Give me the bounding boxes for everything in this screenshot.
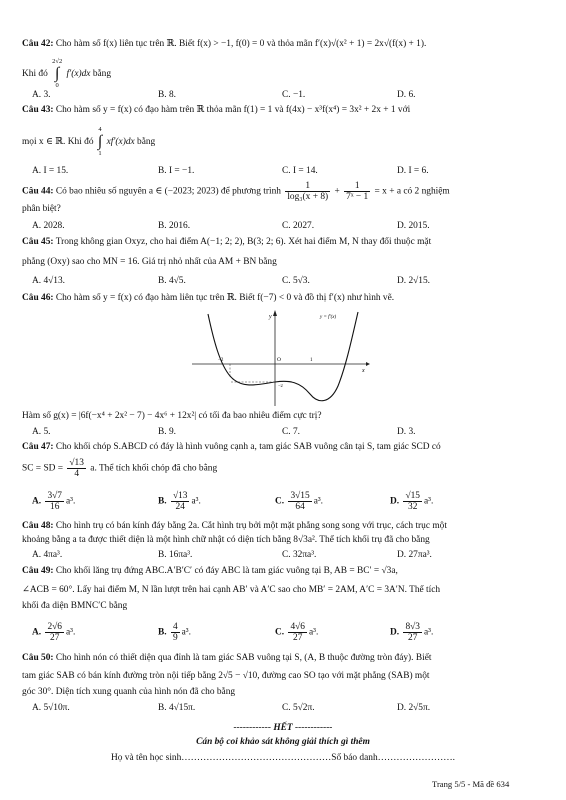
q45-label: Câu 45:: [22, 237, 54, 247]
q47-label: Câu 47:: [22, 442, 54, 452]
proctor-note: Cán bộ coi khảo sát không giải thích gì thêm: [196, 737, 370, 747]
q49-a-num: 2√6: [47, 622, 62, 632]
q49-c-tail: a³.: [309, 627, 319, 638]
q47-b-den: 24: [175, 502, 185, 512]
q50-line3: góc 30°. Diện tích xung quanh của hình nón đã cho bằng: [22, 687, 236, 697]
q47-line2-den: 4: [74, 469, 80, 479]
q44-option-c: C. 2027.: [282, 221, 315, 231]
q47-line2-post: a. Thể tích khối chóp đã cho bằng: [90, 463, 218, 474]
q47-c-tail: a³.: [313, 496, 324, 507]
q50-option-d: D. 2√5π.: [397, 703, 431, 713]
derivative-graph: [190, 308, 370, 408]
q49-label: Câu 49:: [22, 566, 54, 576]
q50-line2: tam giác SAB có bán kính đường tròn nội tiếp bằng 2√5 − √10, đường cao SO tạo với mặt phẳng (SAB) một: [22, 671, 430, 681]
q47-text1: Cho khối chóp S.ABCD có đáy là hình vuông cạnh a, tam giác SAB vuông cân tại S, tam giác SCD có: [55, 442, 441, 452]
q47-a-letter: A.: [32, 496, 42, 507]
q47-c-den: 64: [295, 502, 305, 512]
q49-option-a: [32, 622, 75, 643]
q44-line2: phân biệt?: [22, 204, 61, 214]
q47-line1: [22, 441, 441, 453]
q47-line2-pre: SC = SD =: [22, 463, 64, 474]
q46-line2: Hàm số g(x) = |6f(−x⁴ + 2x² − 7) − 4x⁶ + 12x²| có tối đa bao nhiêu điểm cực trị?: [22, 411, 322, 421]
q49-a-tail: a³.: [66, 627, 76, 638]
q46-option-c: C. 7.: [282, 427, 300, 437]
q47-c-letter: C.: [275, 496, 285, 507]
q47-line2-fraction: [67, 458, 86, 479]
q42-ask-line: [22, 58, 111, 90]
q47-a-den: 16: [50, 502, 60, 512]
q42-ask-expr: f′(x)dx: [66, 69, 91, 80]
q45-option-c: C. 5√3.: [282, 276, 310, 286]
graph-origin-label: O: [277, 357, 281, 363]
graph-left-root-label: −2: [218, 358, 224, 363]
integral-icon: ∫: [97, 133, 103, 150]
q49-option-b: [158, 622, 191, 643]
q43-stem: Cho hàm số y = f(x) có đạo hàm trên ℝ thỏa mãn f(1) = 1 và f(4x) − x³f(x⁴) = 3x² + 2x + 1 với: [55, 105, 411, 115]
q45-option-a: A. 4√13.: [32, 276, 66, 286]
q43-option-c: C. I = 14.: [282, 166, 318, 176]
q42-integral: [52, 58, 62, 90]
q44-frac2-den: 7ˣ − 1: [346, 192, 369, 202]
q49-c-letter: C.: [275, 627, 285, 638]
graph-min-label: −2: [278, 383, 283, 388]
q44-stem-post: = x + a có 2 nghiệm: [374, 186, 450, 197]
q43-stem-line: [22, 104, 410, 116]
q49-a-den: 27: [50, 633, 60, 643]
q43-int-upper: 4: [98, 126, 102, 133]
q49-a-letter: A.: [32, 627, 42, 638]
q45-line2: phẳng (Oxy) sao cho MN = 16. Giá trị nhỏ nhất của AM + BN bằng: [22, 257, 277, 267]
q49-line1: [22, 565, 398, 577]
q46-option-a: A. 5.: [32, 427, 51, 437]
q44-fraction-2: [344, 181, 370, 202]
q45-line1: [22, 236, 431, 248]
q49-c-num: 4√6: [290, 622, 305, 632]
q49-b-den: 9: [172, 633, 178, 643]
q47-c-num: 3√15: [290, 491, 310, 501]
q43-label: Câu 43:: [22, 105, 54, 115]
q45-option-d: D. 2√15.: [397, 276, 431, 286]
q42-stem: Cho hàm số f(x) liên tục trên ℝ. Biết f(x) > −1, f(0) = 0 và thỏa mãn f′(x)√(x² + 1) = 2x√(f(x) + 1).: [55, 39, 427, 49]
q42-int-upper: 2√2: [52, 58, 63, 65]
graph-x-label: x: [362, 368, 365, 374]
q47-d-letter: D.: [390, 496, 400, 507]
q43-ask-line: [22, 126, 155, 158]
candidate-line: Họ và tên học sinh…………………………………………Số báo danh…………………….: [111, 753, 455, 763]
q49-option-c: [275, 622, 318, 643]
q44-option-b: B. 2016.: [158, 221, 191, 231]
q46-option-b: B. 9.: [158, 427, 176, 437]
q44-option-a: A. 2028.: [32, 221, 65, 231]
y-axis-arrow-icon: [273, 310, 277, 316]
q49-d-tail: a³.: [424, 627, 434, 638]
q42-option-c: C. −1.: [282, 90, 306, 100]
q46-line1: [22, 292, 394, 304]
q47-d-num: √15: [405, 491, 420, 501]
q50-label: Câu 50:: [22, 653, 54, 663]
graph-curve: [208, 312, 358, 401]
q50-option-c: C. 5√2π.: [282, 703, 315, 713]
q42-int-lower: 0: [55, 82, 59, 89]
q48-text1: Cho hình trụ có bán kính đáy bằng 2a. Cắt hình trụ bởi một mặt phẳng song song với trục, cách trục một: [55, 521, 447, 531]
q47-b-num: √13: [172, 491, 188, 501]
q49-d-letter: D.: [390, 627, 400, 638]
q49-text1: Cho khối lăng trụ đứng ABC.A′B′C′ có đáy ABC là tam giác vuông tại B, AB = BC′ = √3a,: [55, 566, 398, 576]
q44-frac1-num: 1: [285, 181, 330, 192]
graph-y-label: y: [269, 314, 272, 320]
q45-text1: Trong không gian Oxyz, cho hai điểm A(−1; 2; 2), B(3; 2; 6). Xét hai điểm M, N thay đổi thuộc mặt: [55, 237, 432, 247]
q43-ask-post: bằng: [137, 137, 156, 148]
q47-option-d: [390, 491, 433, 512]
q49-b-letter: B.: [158, 627, 167, 638]
integral-icon: ∫: [54, 65, 60, 82]
q46-option-d: D. 3.: [397, 427, 416, 437]
q47-option-a: [32, 491, 75, 512]
q43-ask-expr: xf′(x)dx: [106, 137, 135, 148]
q44-option-d: D. 2015.: [397, 221, 430, 231]
q49-d-den: 27: [408, 633, 418, 643]
q50-option-b: B. 4√15π.: [158, 703, 196, 713]
q50-option-a: A. 5√10π.: [32, 703, 70, 713]
q46-text1: Cho hàm số y = f(x) có đạo hàm liên tục trên ℝ. Biết f(−7) < 0 và đồ thị f′(x) như hình vẽ.: [55, 293, 395, 303]
q48-option-c: C. 32πa³.: [282, 550, 317, 560]
q49-b-tail: a³.: [181, 627, 191, 638]
q47-a-tail: a³.: [66, 496, 76, 507]
graph-right-tick-label: 1: [310, 358, 313, 363]
end-marker: ------------ HẾT ------------: [233, 723, 333, 733]
graph-curve-label: y = f′(x): [320, 315, 337, 320]
q48-option-b: B. 16πa³.: [158, 550, 193, 560]
q47-d-tail: a³.: [424, 496, 434, 507]
q42-option-b: B. 8.: [158, 90, 176, 100]
q47-b-tail: a³.: [191, 496, 201, 507]
q47-line2-num: √13: [69, 458, 84, 468]
q49-c-den: 27: [293, 633, 303, 643]
q44-stem-line: [22, 181, 450, 202]
q48-line2: khoảng bằng a ta được thiết diện là một hình chữ nhật có diện tích bằng 8√3a². Thể tích khối trụ đã cho bằng: [22, 535, 430, 545]
q43-integral: [98, 126, 102, 158]
q44-label: Câu 44:: [22, 186, 54, 197]
q47-option-b: [158, 491, 201, 512]
q50-text1: Cho hình nón có thiết diện qua đỉnh là tam giác SAB vuông tại S, (A, B thuộc đường tròn đáy). Biết: [55, 653, 432, 663]
q43-option-d: D. I = 6.: [397, 166, 429, 176]
q44-plus: +: [334, 186, 340, 197]
q44-frac2-num: 1: [344, 181, 370, 192]
q47-a-num: 3√7: [47, 491, 62, 501]
q42-option-d: D. 6.: [397, 90, 416, 100]
q42-stem-line: [22, 38, 426, 50]
q49-d-num: 8√3: [405, 622, 420, 632]
q49-option-d: [390, 622, 433, 643]
q48-option-d: D. 27πa³.: [397, 550, 432, 560]
q44-frac1-den: log₃(x + 8): [287, 192, 329, 202]
q43-option-b: B. I = −1.: [158, 166, 195, 176]
q45-option-b: B. 4√5.: [158, 276, 186, 286]
q42-ask-post: bằng: [92, 69, 112, 80]
q43-int-lower: 1: [98, 150, 102, 157]
q44-stem-pre: Có bao nhiêu số nguyên a ∈ (−2023; 2023) để phương trình: [55, 186, 281, 197]
page-number: Trang 5/5 - Mã đề 634: [432, 779, 510, 789]
q46-label: Câu 46:: [22, 293, 54, 303]
q49-b-num: 4: [172, 622, 178, 632]
q47-b-letter: B.: [158, 496, 167, 507]
q48-line1: [22, 520, 447, 532]
q43-ask-pre: mọi x ∈ ℝ. Khi đó: [22, 137, 94, 148]
q48-option-a: A. 4πa³.: [32, 550, 63, 560]
q48-label: Câu 48:: [22, 521, 54, 531]
q42-label: Câu 42:: [22, 39, 54, 49]
q47-d-den: 32: [408, 502, 418, 512]
x-axis-arrow-icon: [366, 362, 370, 366]
q47-option-c: [275, 491, 323, 512]
q43-option-a: A. I = 15.: [32, 166, 69, 176]
q49-line3: khối đa diện BMNC′C bằng: [22, 601, 128, 611]
q49-line2: ∠ACB = 60°. Lấy hai điểm M, N lần lượt trên hai cạnh AB′ và A′C sao cho MB′ = 2AM, A′C = 3A′N. Thể tích: [22, 585, 441, 595]
q44-fraction-1: [285, 181, 330, 202]
q47-line2: [22, 458, 217, 479]
q50-line1: [22, 652, 431, 664]
q42-ask-pre: Khi đó: [22, 69, 48, 80]
q42-option-a: A. 3.: [32, 90, 51, 100]
